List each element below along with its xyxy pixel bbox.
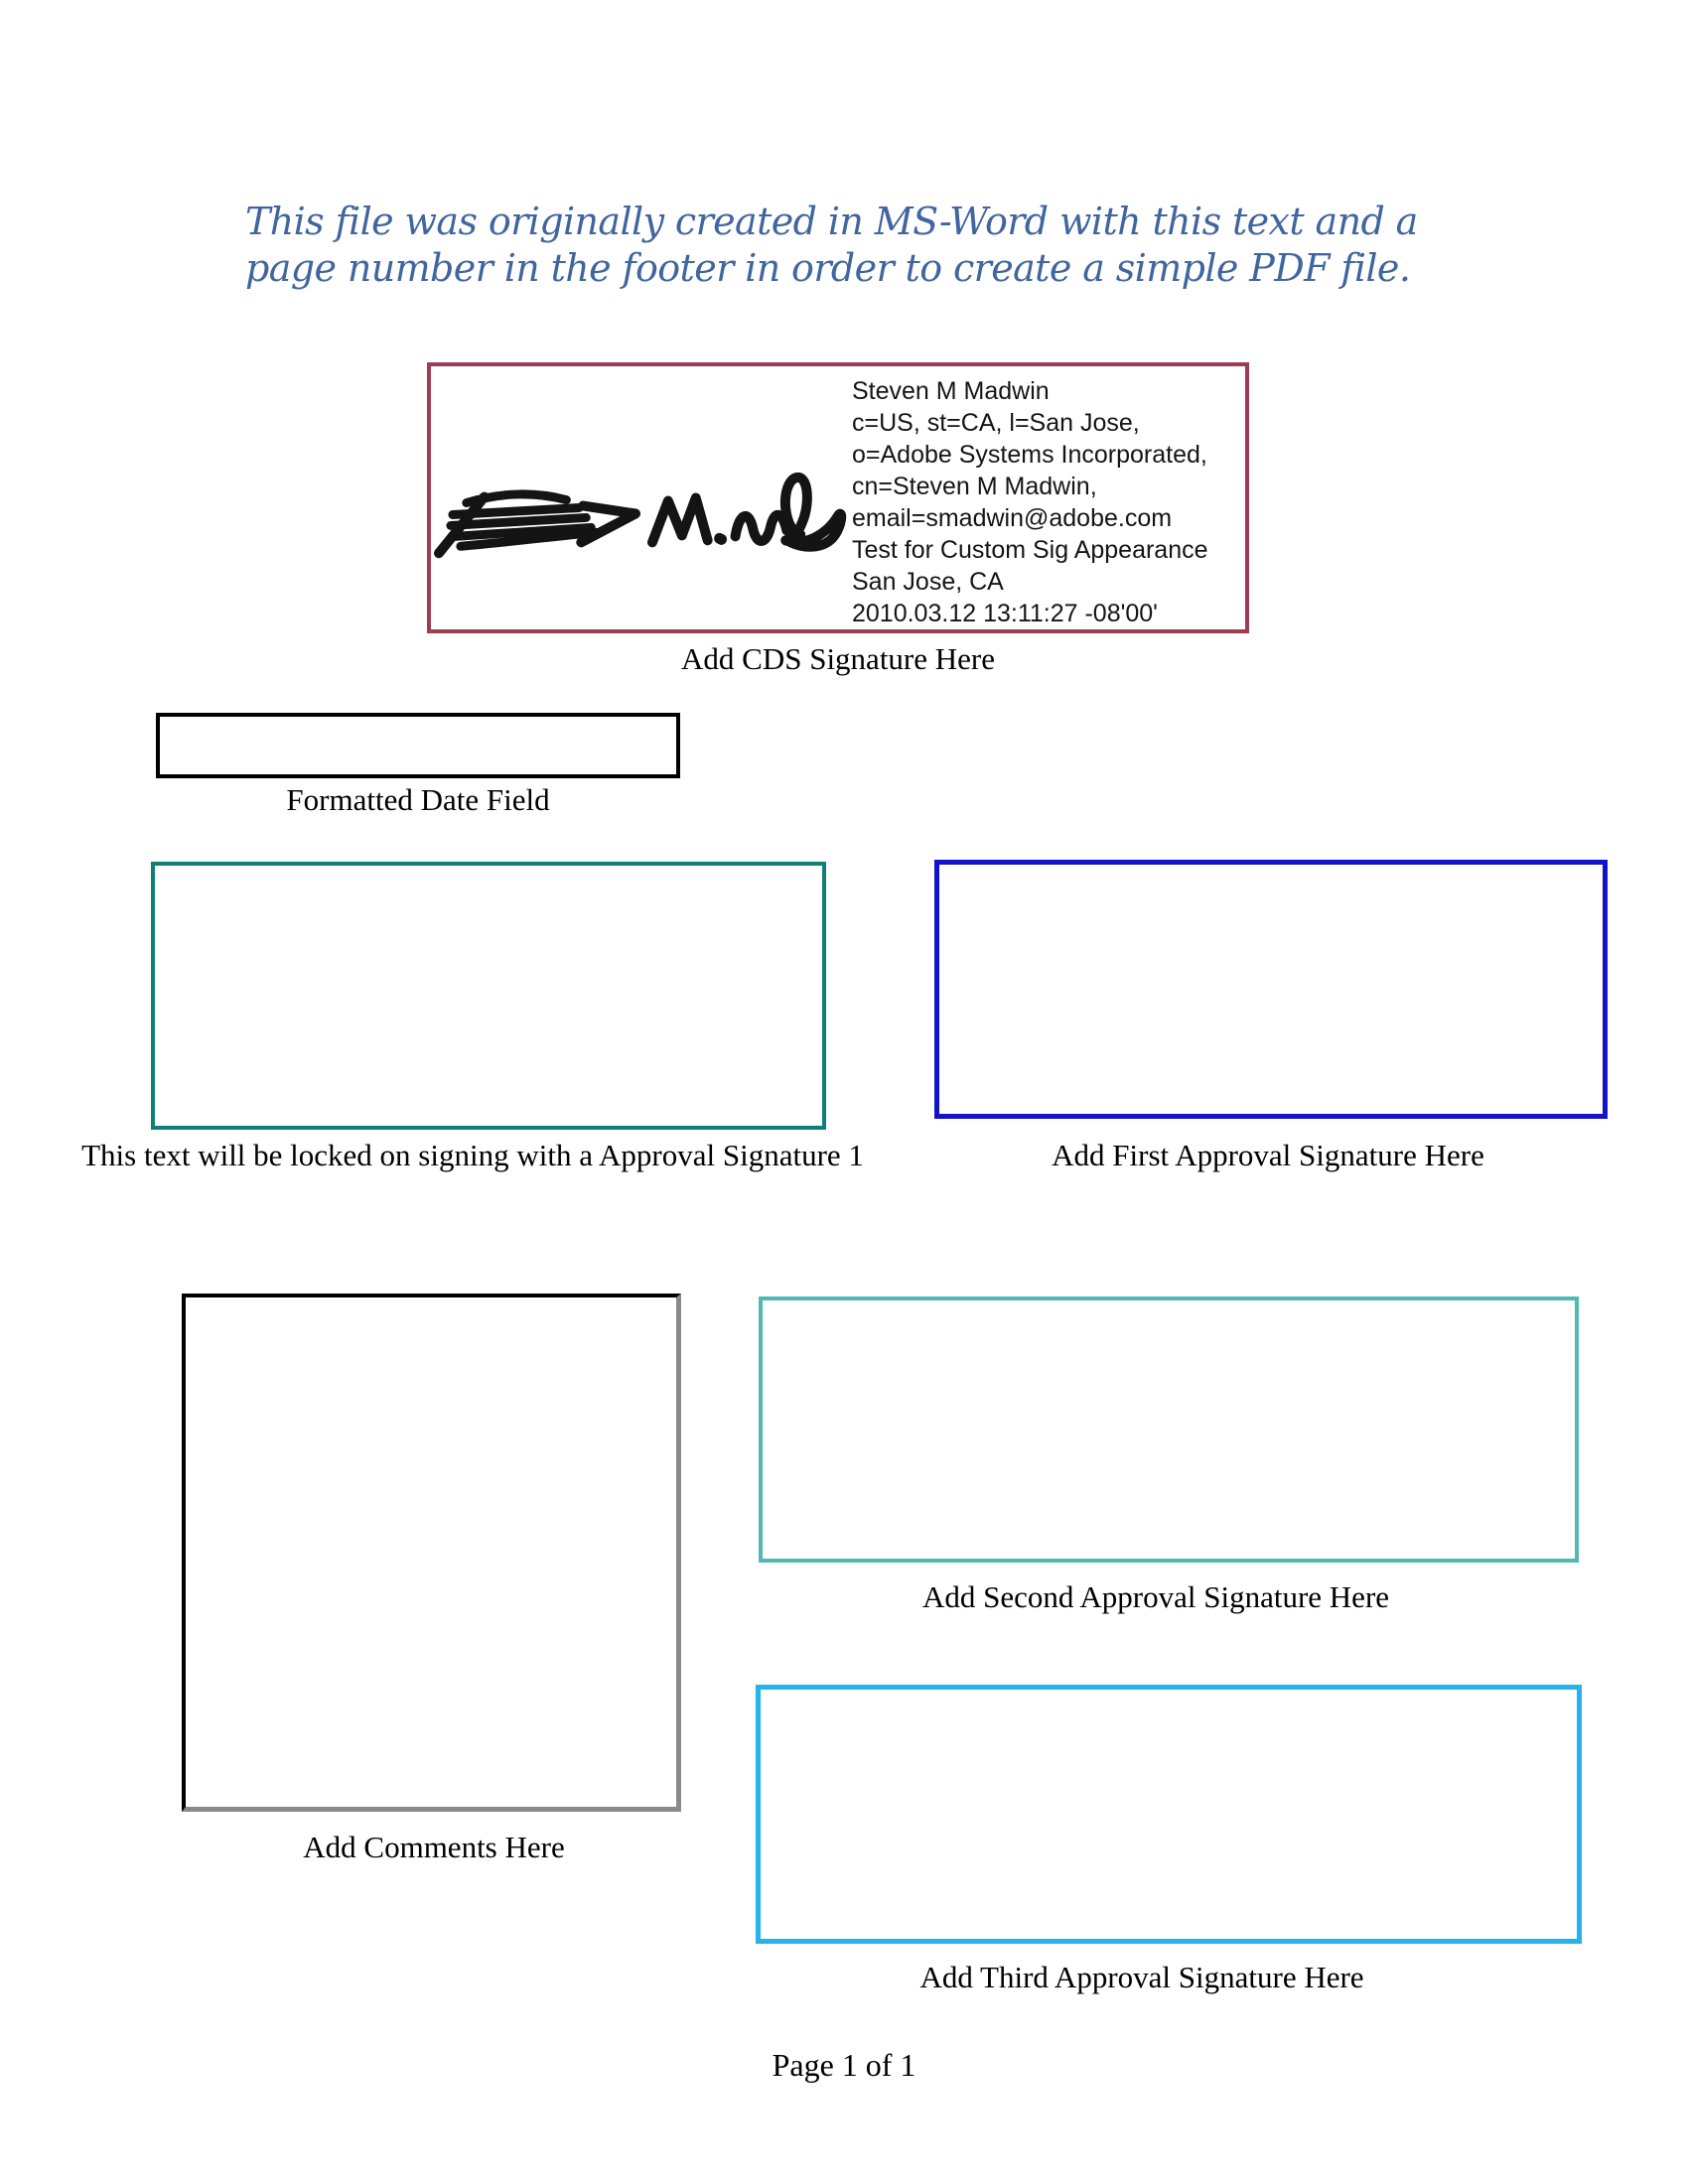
cert-line: Steven M Madwin: [852, 377, 1050, 405]
second-approval-signature-field[interactable]: [759, 1297, 1579, 1563]
cert-line: c=US, st=CA, l=San Jose,: [852, 409, 1140, 437]
cds-signature-caption: Add CDS Signature Here: [681, 641, 995, 676]
cert-line: o=Adobe Systems Incorporated,: [852, 441, 1207, 469]
intro-text: [245, 199, 1418, 292]
cert-line: San Jose, CA: [852, 568, 1004, 596]
cert-line: cn=Steven M Madwin,: [852, 473, 1097, 500]
cds-signature-field[interactable]: [427, 362, 1249, 633]
comments-field[interactable]: [182, 1294, 681, 1812]
signature-scribble-icon: [433, 450, 848, 567]
first-approval-caption: Add First Approval Signature Here: [1052, 1138, 1484, 1172]
certificate-text: [852, 375, 1208, 629]
comments-caption: Add Comments Here: [303, 1830, 565, 1864]
cert-line: 2010.03.12 13:11:27 -08'00': [852, 600, 1158, 627]
intro-line-2: page number in the footer in order to create a simple PDF file.: [245, 246, 1411, 290]
formatted-date-input[interactable]: [156, 713, 680, 778]
lockable-text-field[interactable]: [151, 862, 826, 1130]
formatted-date-caption: Formatted Date Field: [286, 782, 550, 817]
intro-line-1: This file was originally created in MS-Word with this text and a: [245, 200, 1418, 243]
cert-line: Test for Custom Sig Appearance: [852, 536, 1208, 564]
cert-line: email=smadwin@adobe.com: [852, 504, 1173, 532]
lockable-text-caption: This text will be locked on signing with a Approval Signature 1: [81, 1138, 864, 1172]
third-approval-signature-field[interactable]: [756, 1685, 1582, 1944]
page-number: Page 1 of 1: [772, 2047, 916, 2083]
second-approval-caption: Add Second Approval Signature Here: [921, 1579, 1390, 1614]
third-approval-caption: Add Third Approval Signature Here: [919, 1960, 1364, 1994]
first-approval-signature-field[interactable]: [934, 860, 1608, 1119]
